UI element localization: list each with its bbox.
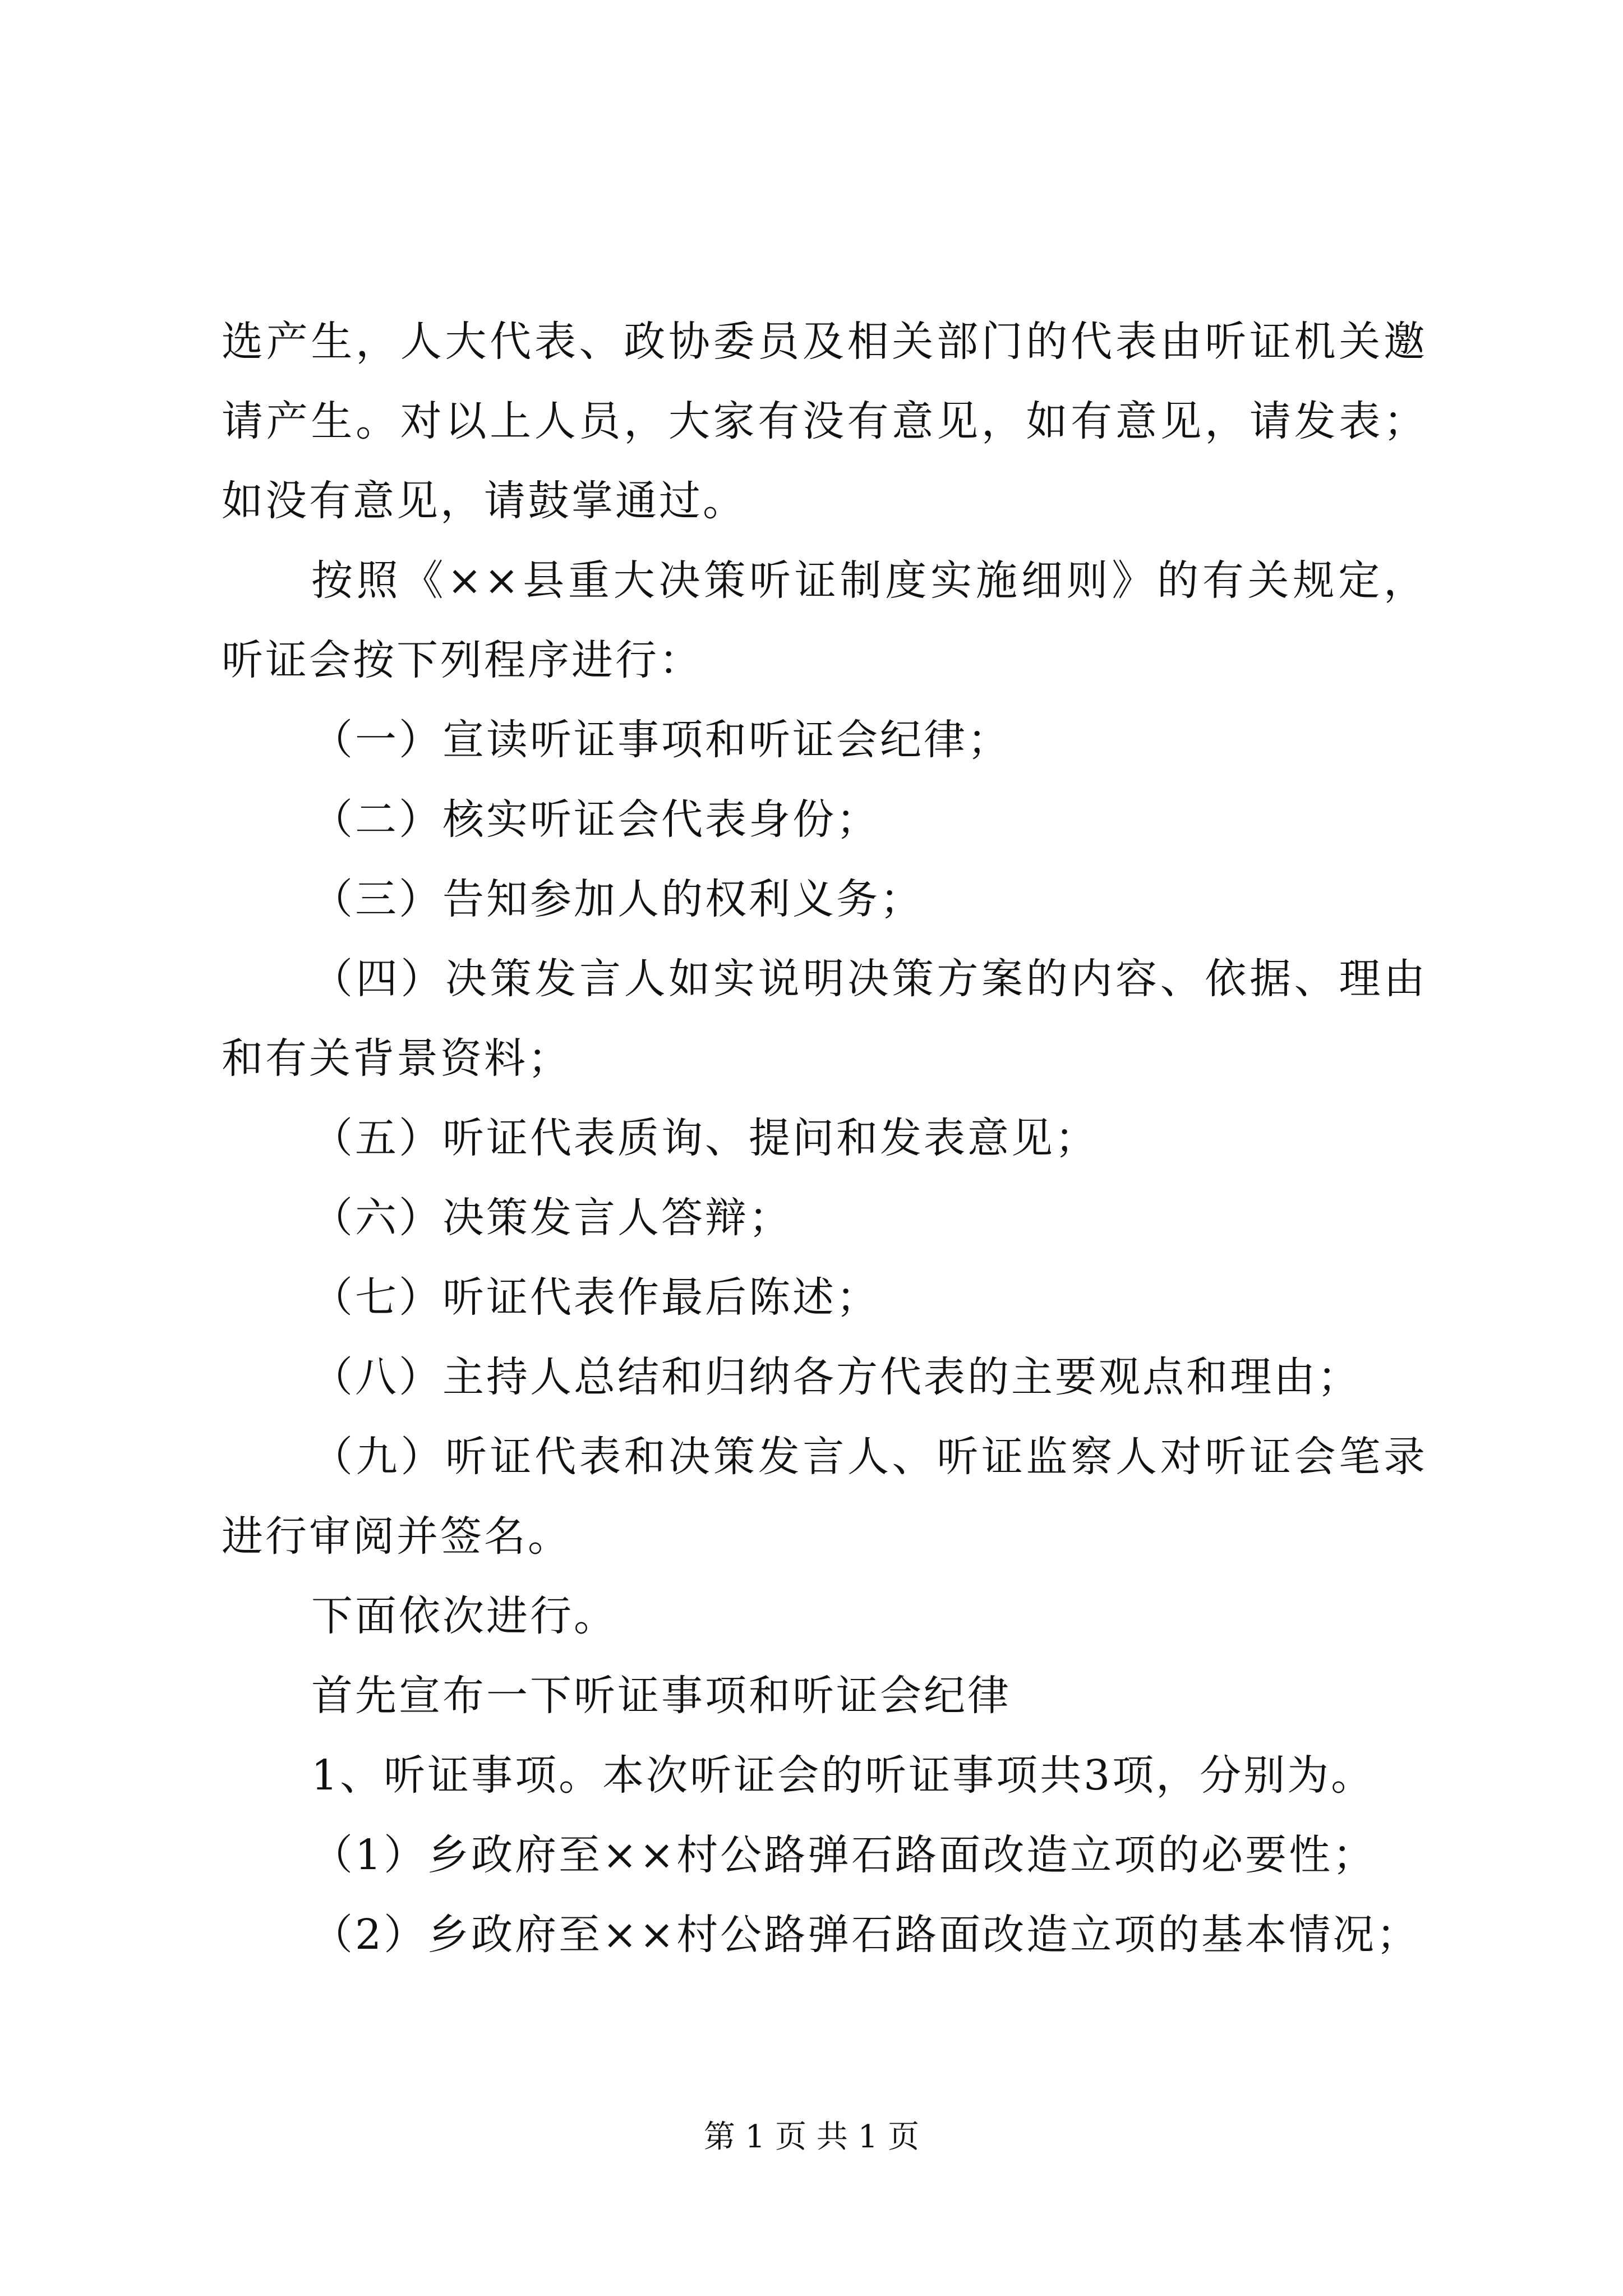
matter-item-2: （2）乡政府至××村公路弹石路面改造立项的基本情况； [311, 1911, 1421, 1959]
procedure-item-2: （二）核实听证会代表身份； [311, 795, 880, 844]
page-number: 第 1 页 共 1 页 [703, 2119, 920, 2155]
procedure-item-8: （八）主持人总结和归纳各方代表的主要观点和理由； [311, 1353, 1361, 1401]
paragraph-proceed: 下面依次进行。 [311, 1592, 617, 1640]
paragraph-2: 按照《××县重大决策听证制度实施细则》的有关规定，听证会按下列程序进行： [222, 556, 1427, 684]
paragraph-announce: 首先宣布一下听证事项和听证会纪律 [311, 1672, 1011, 1720]
matter-item-1: （1）乡政府至××村公路弹石路面改造立项的必要性； [311, 1831, 1377, 1879]
procedure-item-9: （九）听证代表和决策发言人、听证监察人对听证会笔录进行审阅并签名。 [222, 1433, 1427, 1561]
paragraph-1: 选产生，人大代表、政协委员及相关部门的代表由听证机关邀请产生。对以上人员，大家有没有意见，如有意见，请发表；如没有意见，请鼓掌通过。 [222, 318, 1427, 525]
procedure-item-6: （六）决策发言人答辩； [311, 1194, 792, 1242]
procedure-item-5: （五）听证代表质询、提问和发表意见； [311, 1114, 1099, 1162]
procedure-item-7: （七）听证代表作最后陈述； [311, 1273, 880, 1322]
procedure-item-4: （四）决策发言人如实说明决策方案的内容、依据、理由和有关背景资料； [222, 955, 1427, 1083]
document-body [222, 302, 1427, 1975]
procedure-item-3: （三）告知参加人的权利义务； [311, 875, 924, 923]
procedure-item-1: （一）宣读听证事项和听证会纪律； [311, 716, 1011, 764]
page-footer [0, 2118, 1623, 2157]
paragraph-hearing-matters: 1、听证事项。本次听证会的听证事项共3项，分别为。 [311, 1751, 1375, 1800]
